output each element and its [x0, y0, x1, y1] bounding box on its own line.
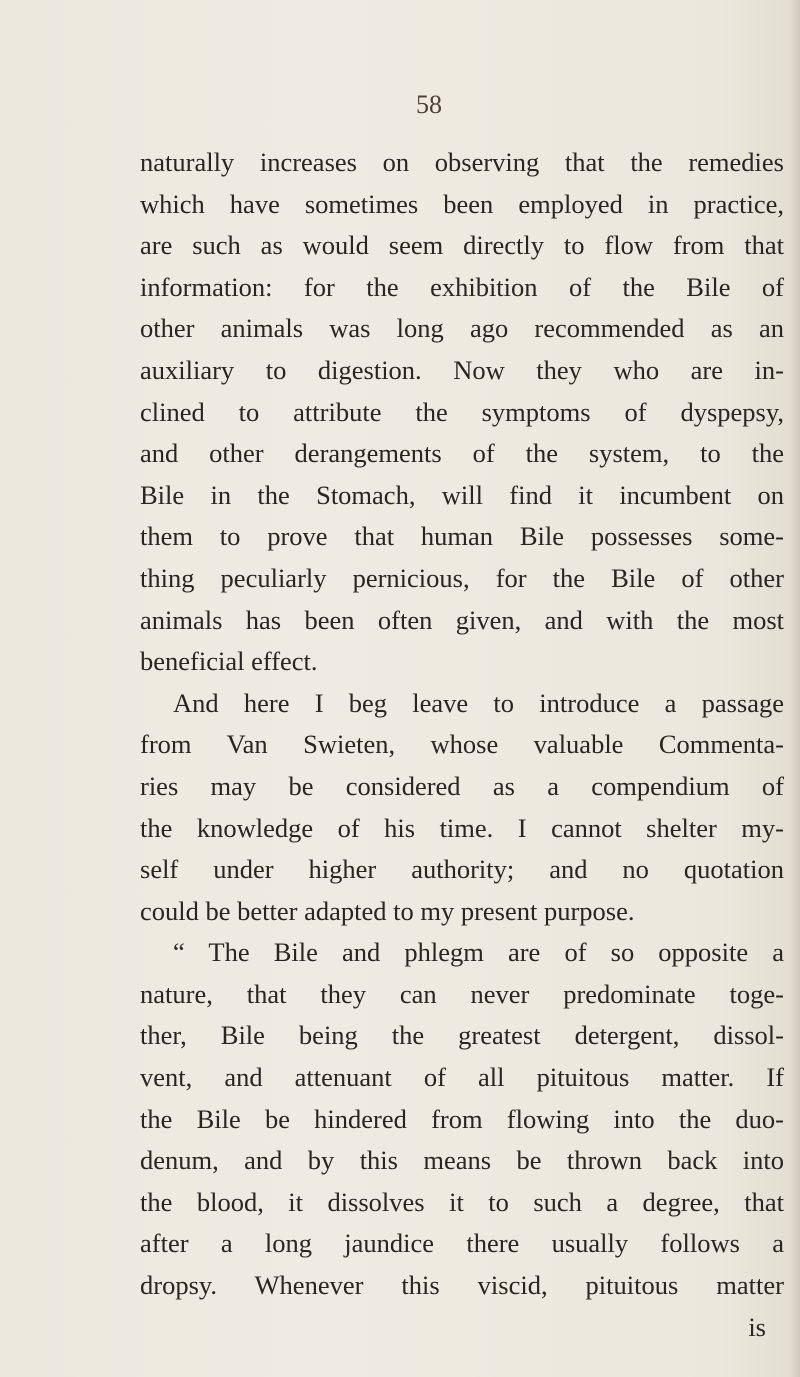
text-line: Bile in the Stomach, will find it incumbent on [140, 479, 784, 510]
text-line: ries may be considered as a compendium of [140, 770, 784, 801]
text-line: information: for the exhibition of the Bile of [140, 271, 784, 302]
text-line: other animals was long ago recommended as an [140, 313, 784, 344]
page-edge-shadow [790, 0, 800, 1377]
text-line: ther, Bile being the greatest detergent, dissol- [140, 1020, 784, 1051]
text-line: clined to attribute the symptoms of dyspepsy, [140, 396, 784, 427]
text-line: naturally increases on observing that the remedies [140, 147, 784, 177]
text-line: nature, that they can never predominate toge- [140, 978, 784, 1009]
text-line: which have sometimes been employed in practice, [140, 188, 784, 219]
text-line: them to prove that human Bile possesses some- [140, 521, 784, 552]
paragraph-end-line: beneficial effect. [140, 646, 318, 677]
text-line: vent, and attenuant of all pituitous matter. If [140, 1062, 784, 1093]
body-text [140, 142, 790, 1348]
text-line: and other derangements of the system, to the [140, 438, 784, 469]
text-line: the blood, it dissolves it to such a degree, that [140, 1186, 784, 1217]
text-line: the Bile be hindered from flowing into the duo- [140, 1103, 784, 1134]
text-line: auxiliary to digestion. Now they who are in- [140, 354, 784, 385]
text-line: the knowledge of his time. I cannot shelter my- [140, 812, 784, 843]
page-number: 58 [416, 90, 442, 119]
text-line: dropsy. Whenever this viscid, pituitous matter [140, 1270, 784, 1301]
text-line: denum, and by this means be thrown back into [140, 1145, 784, 1176]
text-line: after a long jaundice there usually follows a [140, 1228, 784, 1259]
paragraph-start-line: And here I beg leave to introduce a passage [173, 687, 784, 718]
text-line: are such as would seem directly to flow from that [140, 230, 784, 261]
text-line: thing peculiarly pernicious, for the Bile of other [140, 562, 784, 593]
text-line: self under higher authority; and no quotation [140, 854, 784, 885]
text-line: animals has been often given, and with the most [140, 604, 784, 635]
paragraph-end-line: could be better adapted to my present purpose. [140, 895, 635, 926]
quotation-start-line: “ The Bile and phlegm are of so opposite a [173, 937, 784, 968]
catchword: is [748, 1311, 766, 1342]
text-line: from Van Swieten, whose valuable Commenta- [140, 729, 784, 760]
